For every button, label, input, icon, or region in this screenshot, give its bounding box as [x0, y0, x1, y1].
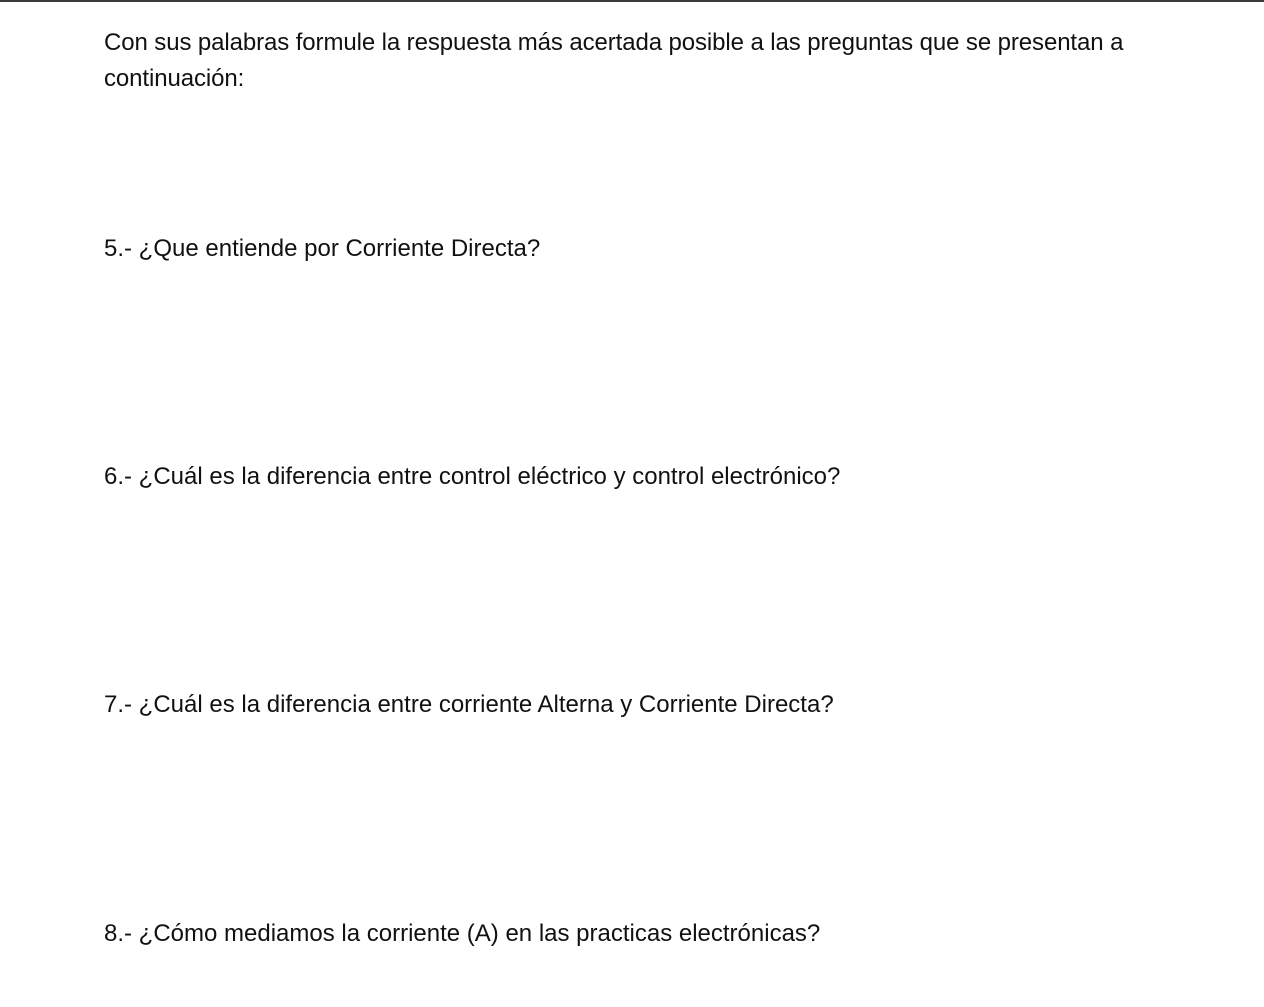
worksheet-page [104, 0, 1214, 1007]
question-7: 7.- ¿Cuál es la diferencia entre corriente Alterna y Corriente Directa? [104, 691, 834, 718]
question-8: 8.- ¿Cómo mediamos la corriente (A) en las practicas electrónicas? [104, 920, 821, 947]
instructions-text: Con sus palabras formule la respuesta más acertada posible a las preguntas que se presentan a continuación: [104, 29, 1124, 92]
question-5: 5.- ¿Que entiende por Corriente Directa? [104, 235, 541, 262]
question-6: 6.- ¿Cuál es la diferencia entre control eléctrico y control electrónico? [104, 463, 841, 490]
